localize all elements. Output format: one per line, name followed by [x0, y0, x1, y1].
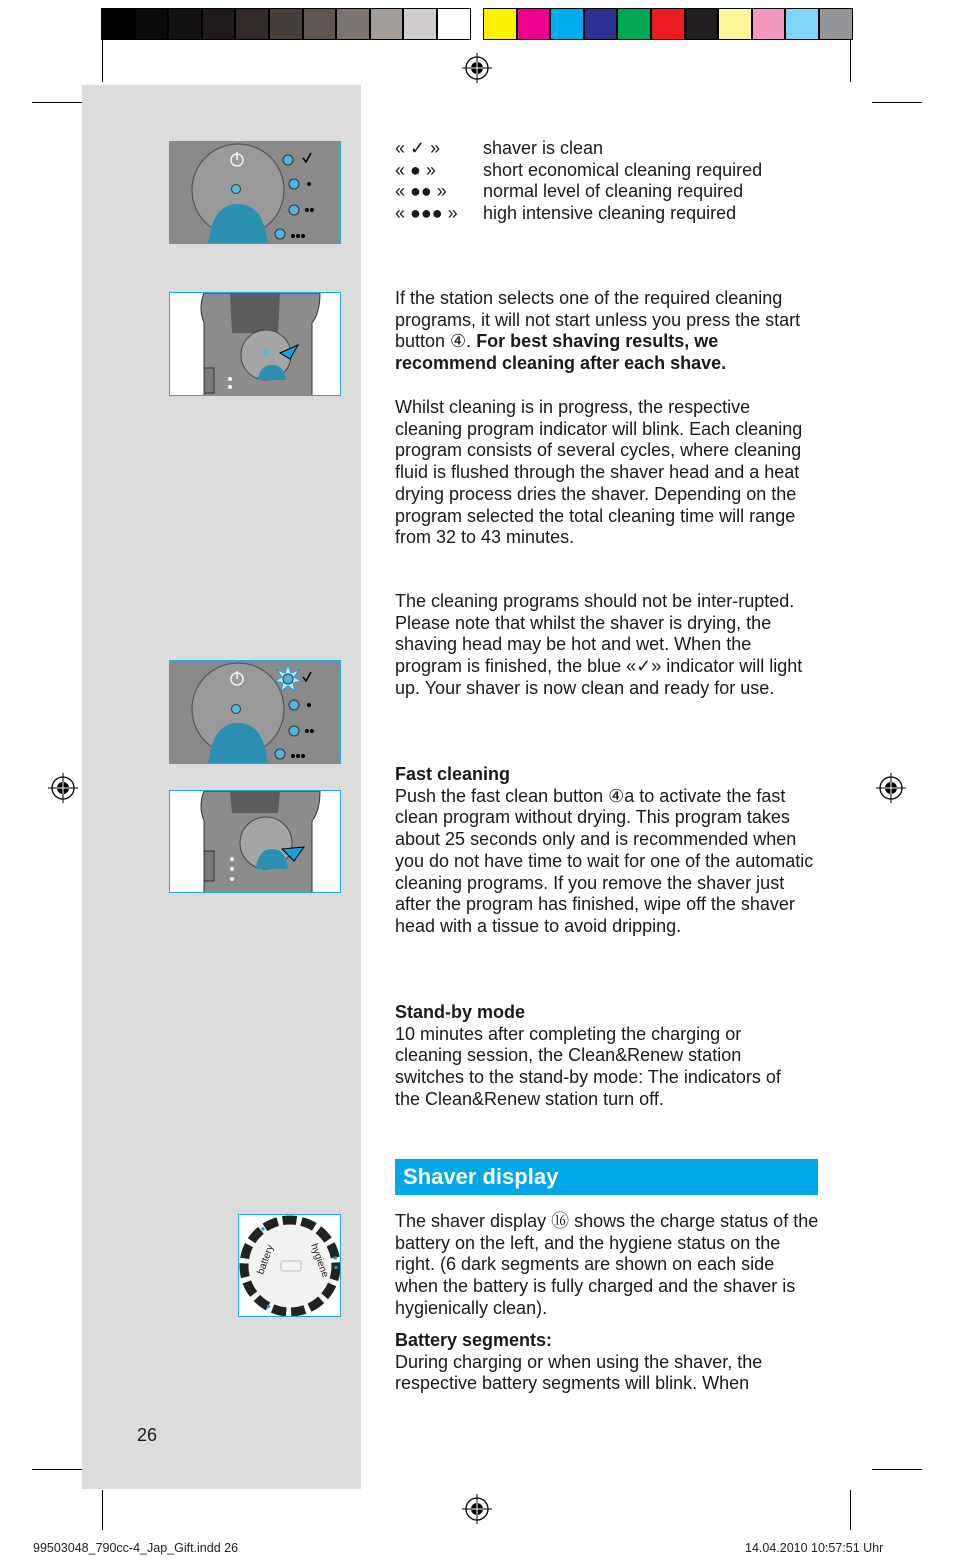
- section-heading: Fast cleaning: [395, 764, 511, 784]
- legend-text: high intensive cleaning required: [483, 203, 737, 223]
- paragraph-text: Whilst cleaning is in progress, the respective cleaning program indicator will blink. Each cleaning program consists of several cycles, where cleaning fluid is flushed through the shaver head and a heat drying process dries the shaver. Depending on the program selected the total cleaning time will range from 32 to 43 minutes.: [395, 397, 803, 548]
- gray-swatch: [269, 8, 303, 40]
- color-swatch: [685, 8, 719, 40]
- gray-swatch: [403, 8, 437, 40]
- color-swatch: [584, 8, 618, 40]
- paragraph-text: The cleaning programs should not be inter-rupted. Please note that whilst the shaver is drying, the shaving head may be hot and wet. When the program is finished, the blue «✓» indicator will light up. Your shaver is now clean and ready for use.: [395, 591, 803, 698]
- color-swatch: [517, 8, 551, 40]
- color-swatch: [617, 8, 651, 40]
- color-swatch: [718, 8, 752, 40]
- registration-mark-icon: [876, 773, 906, 803]
- recommendation-text: For best shaving results, we recommend cleaning after each shave.: [395, 331, 727, 374]
- gray-swatch: [303, 8, 337, 40]
- footer-timestamp: 14.04.2010 10:57:51 Uhr: [745, 1541, 884, 1555]
- program-finish-paragraph: [395, 591, 805, 700]
- legend-row-short: [395, 160, 762, 181]
- gray-swatch: [101, 8, 135, 40]
- gray-swatch: [336, 8, 370, 40]
- gray-swatch: [202, 8, 236, 40]
- legend-text: shaver is clean: [483, 138, 604, 158]
- crop-mark: [872, 1469, 922, 1470]
- display-label-hygiene: hygiene: [308, 1242, 331, 1279]
- shaver-display-heading: Shaver display: [395, 1159, 818, 1195]
- shaver-display-paragraph: [395, 1211, 820, 1320]
- registration-mark-icon: [462, 53, 492, 83]
- check-icon: « ✓ »: [395, 138, 441, 158]
- station-start-button-figure: [169, 292, 341, 396]
- page-number: 26: [137, 1425, 158, 1445]
- section-heading: Battery segments:: [395, 1330, 553, 1350]
- crop-mark: [32, 102, 82, 103]
- gray-swatch: [168, 8, 202, 40]
- legend-text: normal level of cleaning required: [483, 181, 744, 201]
- registration-mark-icon: [48, 773, 78, 803]
- registration-mark-icon: [462, 1494, 492, 1524]
- crop-mark: [872, 102, 922, 103]
- crop-mark: [102, 1490, 103, 1530]
- color-swatch: [550, 8, 584, 40]
- legend-text: short economical cleaning required: [483, 160, 763, 180]
- fast-cleaning-section: [395, 764, 817, 938]
- paragraph-text: 10 minutes after completing the charging or cleaning session, the Clean&Renew station switches to the stand-by mode: The indicators of the Clean&Renew station turn off.: [395, 1023, 781, 1109]
- gray-swatch: [370, 8, 404, 40]
- start-button-paragraph: [395, 288, 820, 375]
- cleaning-progress-paragraph: [395, 397, 815, 549]
- paragraph-text: The shaver display ⑯ shows the charge status of the battery on the left, and the hygiene status on the right. (6 dark segments are shown on each side when the battery is fully charged and the shaver is hygienically clean).: [395, 1211, 819, 1318]
- color-swatch: [752, 8, 786, 40]
- color-swatch: [785, 8, 819, 40]
- gray-swatch: [235, 8, 269, 40]
- crop-mark: [850, 1490, 851, 1530]
- three-drops-icon: « ●●● »: [395, 203, 458, 223]
- color-swatch: [651, 8, 685, 40]
- legend-row-clean: [395, 138, 603, 159]
- paragraph-text: Push the fast clean button ④a to activate the fast clean program without drying. This program takes about 25 seconds only and is recommended when you do not have time to wait for one of the automatic cleaning programs. If you remove the shaver just after the program has finished, wipe off the shaver head with a tissue to avoid dripping.: [395, 785, 814, 936]
- shaver-display-figure: [238, 1214, 341, 1317]
- paragraph-text: If the station selects one of the required cleaning programs, it will not start unless you press the start button ④.: [395, 288, 801, 352]
- legend-row-normal: [395, 181, 743, 202]
- display-label-battery: battery: [255, 1243, 277, 1277]
- battery-segments-section: [395, 1330, 815, 1395]
- legend-row-intensive: [395, 203, 736, 224]
- color-swatch: [819, 8, 853, 40]
- drop-icon: « ● »: [395, 160, 436, 180]
- color-swatch: [483, 8, 517, 40]
- clean-indicator-lit-figure: [169, 660, 341, 764]
- gray-swatch: [437, 8, 471, 40]
- section-heading: Stand-by mode: [395, 1002, 526, 1022]
- gray-swatch: [135, 8, 169, 40]
- standby-section: [395, 1002, 805, 1111]
- footer-file-info: 99503048_790cc-4_Jap_Gift.indd 26: [33, 1541, 239, 1555]
- control-panel-figure: [169, 141, 341, 244]
- paragraph-text: During charging or when using the shaver, the respective battery segments will blink. When: [395, 1351, 763, 1394]
- fast-clean-button-figure: [169, 790, 341, 893]
- two-drops-icon: « ●● »: [395, 181, 447, 201]
- crop-mark: [32, 1469, 82, 1470]
